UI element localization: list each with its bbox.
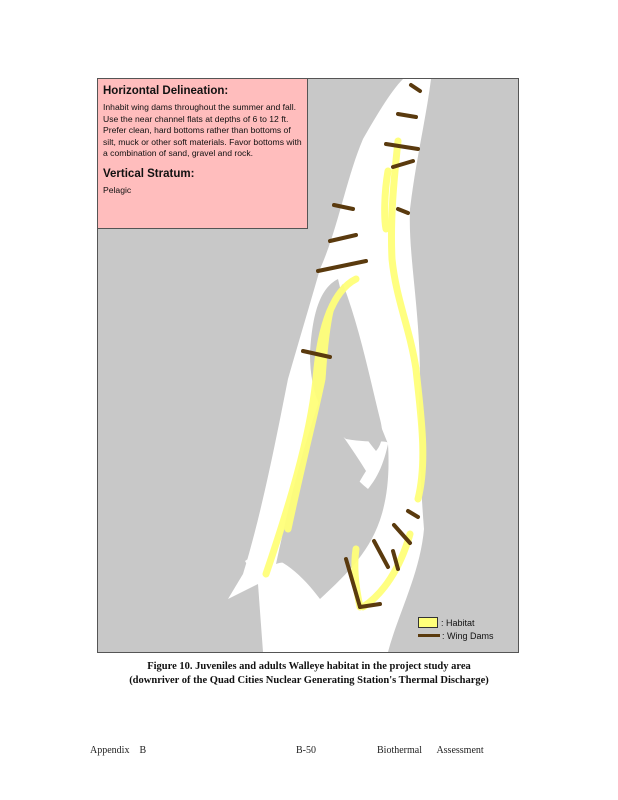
horizontal-delineation-text: Inhabit wing dams throughout the summer and fall. Use the near channel flats at depths of 6 to 12 ft. Prefer clean, hard bottoms rather than bottoms of silt, muck or other soft materials. Favor bottoms with a combination of sand, gravel and rock. [103, 102, 302, 159]
map-legend [418, 616, 494, 642]
wing-dam-swatch [418, 634, 440, 637]
legend-wing-dams-label: : Wing Dams [442, 630, 494, 641]
habitat-info-box [97, 78, 308, 229]
figure-caption [0, 660, 618, 688]
caption-line-2: (downriver of the Quad Cities Nuclear Generating Station's Thermal Discharge) [129, 675, 489, 686]
habitat-swatch [418, 617, 438, 628]
horizontal-delineation-heading: Horizontal Delineation: [103, 85, 229, 97]
footer-title: Biothermal Assessment [377, 745, 484, 756]
legend-wing-dams [418, 629, 494, 642]
vertical-stratum-heading: Vertical Stratum: [103, 167, 195, 180]
vertical-stratum-text: Pelagic [103, 184, 132, 195]
legend-habitat [418, 616, 494, 629]
footer-page-number: B-50 [296, 745, 316, 756]
footer-appendix: Appendix B [90, 745, 147, 756]
caption-line-1: Figure 10. Juveniles and adults Walleye habitat in the project study area [147, 661, 471, 672]
legend-habitat-label: : Habitat [441, 617, 475, 628]
